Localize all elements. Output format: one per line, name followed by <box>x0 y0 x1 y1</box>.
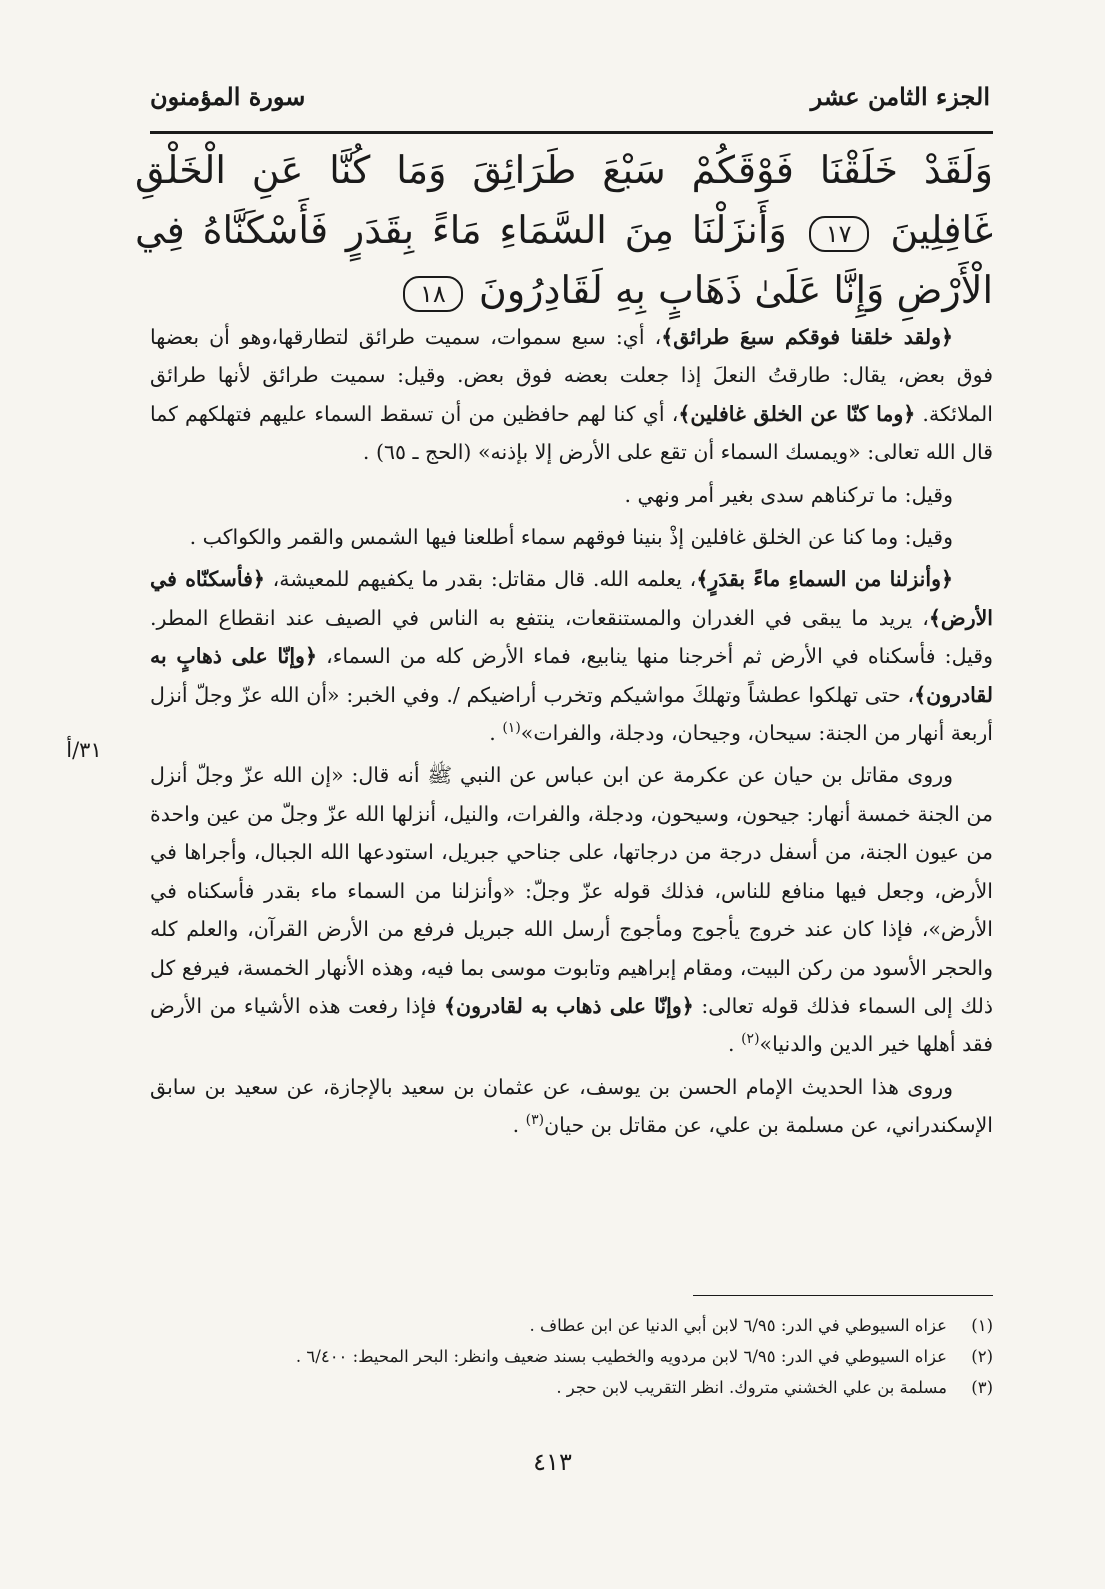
page-number: ٤١٣ <box>533 1448 572 1476</box>
part-title: الجزء الثامن عشر <box>810 82 990 111</box>
paragraph-end: . <box>489 721 503 746</box>
paragraph-text: ، يريد ما يبقى في الغدران والمستنقعات، ينتفع به الناس في الصيف عند انقطاع المطر. وقيل: فأسكناه في الأرض ثم أخرجنا منها ينابيع، فماء الأرض كله من السماء، <box>150 605 993 669</box>
ayah-marker-18: ١٨ <box>403 276 463 312</box>
paragraph-text: ، أي كنا لهم حافظين من أن تسقط السماء عليهم فتهلكهم كما قال الله تعالى: «ويمسك السماء أن تقع على الأرض إلا بإذنه» (الحج ـ ٦٥) . <box>150 401 993 465</box>
paragraph-4 <box>150 560 993 752</box>
footnote-text: مسلمة بن علي الخشني متروك. انظر التقريب لابن حجر . <box>556 1378 947 1397</box>
paragraph-3: وقيل: وما كنا عن الخلق غافلين إذْ بنينا فوقهم سماء أطلعنا فيها الشمس والقمر والكواكب . <box>189 525 953 550</box>
paragraph-end: . <box>512 1113 526 1138</box>
footnote-number: (١) <box>971 1316 993 1335</box>
surah-title: سورة المؤمنون <box>150 82 306 111</box>
quoted-verse: ﴿وإنّا على ذهاب به لقادرون﴾ <box>444 993 694 1018</box>
paragraph-text: ، حتى تهلكوا عطشاً وتهلكَ مواشيكم وتخرب أراضيكم /. وفي الخبر: «أن الله عزّ وجلّ أنزل أربعة أنهار من الجنة: سيحان، وجيحان، ودجلة، والفرات» <box>150 682 993 746</box>
quoted-verse: ﴿وأنزلنا من السماءِ ماءً بقدَرٍ﴾ <box>696 567 953 592</box>
paragraph-end: . <box>728 1032 742 1057</box>
quoted-verse: ﴿فأسكنّاه في الأرض﴾ <box>150 567 993 630</box>
quran-verses <box>135 140 993 320</box>
paragraph-2: وقيل: ما تركناهم سدى بغير أمر ونهي . <box>624 482 953 507</box>
paragraph-text: ، يعلمه الله. قال مقاتل: بقدر ما يكفيهم للمعيشة، <box>264 567 697 592</box>
paragraph-text: فإذا رفعت هذه الأشياء من الأرض فقد أهلها خير الدين والدنيا» <box>150 993 993 1057</box>
quoted-verse: ﴿وما كنّا عن الخلق غافلين﴾ <box>678 401 916 426</box>
paragraph-text: وروى هذا الحديث الإمام الحسن بن يوسف، عن عثمان بن سعيد بالإجازة، عن سعيد بن سابق الإسكندراني، عن مسلمة بن علي، عن مقاتل بن حيان <box>150 1074 993 1138</box>
footnote-text: عزاه السيوطي في الدر: ٦/٩٥ لابن مردويه والخطيب بسند ضعيف وانظر: البحر المحيط: ٦/٤٠٠ . <box>295 1347 947 1366</box>
footnote-number: (٣) <box>971 1378 993 1397</box>
footnotes <box>150 1310 993 1403</box>
footnote-number: (٢) <box>971 1347 993 1366</box>
paragraph-5 <box>150 756 993 1063</box>
footnote-ref-1[interactable]: (١) <box>502 720 521 737</box>
paragraph-text: وروى مقاتل بن حيان عن عكرمة عن ابن عباس عن النبي ﷺ أنه قال: «إن الله عزّ وجلّ أنزل من الجنة خمسة أنهار: جيحون، وسيحون، ودجلة، والفرات، والنيل، أنزلها الله عزّ وجلّ من عين واحدة من عيون الجنة، من أسفل درجة من درجاتها، على جناحي جبريل، استودعها الله الجبال، وأجراها في الأرض، وجعل فيها منافع للناس، فذلك قوله عزّ وجلّ: «وأنزلنا من السماء ماء بقدر فأسكناه في الأرض»، فإذا كان عند خروج يأجوج ومأجوج أرسل الله جبريل فرفع من الأرض القرآن، والعلم كله والحجر الأسود من ركن البيت، ومقام إبراهيم وتابوت موسى بما فيه، وهذه الأنهار الخمسة، فيرفع كل ذلك إلى السماء فذلك قوله تعالى: <box>150 763 994 1018</box>
quoted-verse: ﴿ولقد خلقنا فوقكم سبعَ طرائق﴾ <box>661 325 953 349</box>
quran-text-2: وَأَنزَلْنَا مِنَ السَّمَاءِ مَاءً بِقَدَرٍ فَأَسْكَنَّاهُ فِي الْأَرْضِ وَإِنَّا عَلَىٰ ذَهَابٍ بِهِ لَقَادِرُونَ <box>135 208 993 312</box>
footnote-rule <box>693 1295 993 1296</box>
paragraph-text: ، أي: سبع سموات، سميت طرائق لتطارقها،وهو أن بعضها فوق بعض، يقال: طارقتُ النعلَ إذا جعلت بعضه فوق بعض. وقيل: سميت طرائق لأنها طرائق الملائكة. <box>150 325 993 426</box>
paragraph-6 <box>150 1068 993 1145</box>
commentary-body <box>150 318 993 1145</box>
footnote-text: عزاه السيوطي في الدر: ٦/٩٥ لابن أبي الدنيا عن ابن عطاف . <box>529 1316 947 1335</box>
manuscript-folio-note: ٣١/أ <box>66 738 102 762</box>
footnote-item <box>150 1341 993 1372</box>
running-header <box>150 82 990 111</box>
footnote-ref-2[interactable]: (٢) <box>741 1031 760 1048</box>
header-rule <box>150 131 993 134</box>
footnote-item <box>150 1372 993 1403</box>
quoted-verse: ﴿وإنّا على ذهابٍ به لقادرون﴾ <box>150 644 993 707</box>
quran-text-1: وَلَقَدْ خَلَقْنَا فَوْقَكُمْ سَبْعَ طَرَائِقَ وَمَا كُنَّا عَنِ الْخَلْقِ غَافِلِينَ <box>135 148 993 252</box>
footnote-item <box>150 1310 993 1341</box>
footnote-ref-3[interactable]: (٣) <box>525 1112 545 1129</box>
ayah-marker-17: ١٧ <box>809 216 869 252</box>
paragraph-1 <box>150 318 993 472</box>
